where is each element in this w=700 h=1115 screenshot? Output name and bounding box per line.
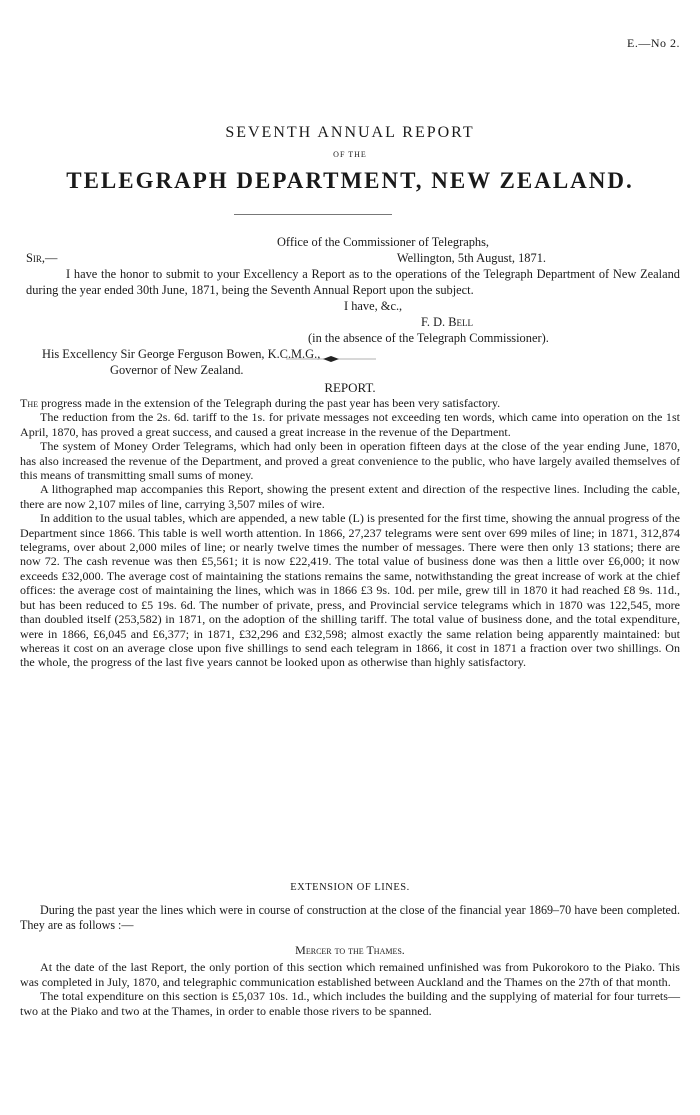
report-paragraph: The system of Money Order Telegrams, which had only been in operation fifteen days at the close of the year ending June, 1870, has also increased the revenue of the Department, and proved a great convenience to the public, who have largely availed themselves of this means of transmitting small sums of money.: [20, 439, 680, 483]
report-paragraph: The reduction from the 2s. 6d. tariff to the 1s. for private messages not exceeding ten words, which came into operation on the 1st April, 1870, has proved a great success, and caused a great increase in the revenue of the Department.: [20, 410, 680, 439]
title-connector: OF THE: [333, 150, 367, 159]
report-heading: REPORT.: [324, 380, 376, 395]
section-paragraph: The total expenditure on this section is £5,037 10s. 1d., which includes the building and the supplying of material for four turrets—two at the Piako and two at the Thames, in order to enable those rivers to be spanned.: [20, 989, 680, 1018]
extension-heading: EXTENSION OF LINES.: [290, 882, 410, 893]
report-paragraph-text: progress made in the extension of the Telegraph during the past year has been very satisfactory.: [41, 396, 501, 410]
section-subheading: Mercer to the Thames.: [295, 943, 405, 957]
letter-body: I have the honor to submit to your Excellency a Report as to the operations of the Telegraph Department of New Zealand during the year ended 30th June, 1871, being the Seventh Annual Report upon the subject.: [26, 267, 680, 297]
title-divider: [234, 214, 392, 215]
letter-capacity: (in the absence of the Telegraph Commissioner).: [308, 331, 549, 345]
letter-header-row: [26, 250, 680, 266]
section-body: [20, 960, 680, 1018]
department-title: TELEGRAPH DEPARTMENT, NEW ZEALAND.: [66, 168, 634, 193]
report-paragraph: [20, 396, 680, 410]
report-title: SEVENTH ANNUAL REPORT: [225, 124, 475, 141]
report-lead-word: The: [20, 396, 39, 410]
section-paragraph: At the date of the last Report, the only portion of this section which remained unfinished was from Pukorokoro to the Piako. This was completed in July, 1870, and telegraphic communication established between Auckland and the Thames on the 27th of that month.: [20, 960, 680, 989]
report-paragraph: A lithographed map accompanies this Report, showing the present extent and direction of the respective lines. Including the cable, there are now 2,107 miles of line, carrying 3,507 miles of wire.: [20, 482, 680, 511]
letter-office: Office of the Commissioner of Telegraphs,: [276, 235, 490, 249]
extension-intro: [20, 903, 680, 933]
report-body: [20, 396, 680, 670]
letter-place-date: Wellington, 5th August, 1871.: [396, 251, 546, 265]
document-reference: E.—No 2.: [627, 36, 680, 50]
letter-addressee: His Excellency Sir George Ferguson Bowen, K.C.M.G.,: [42, 347, 321, 361]
letter-closing: I have, &c.,: [344, 299, 403, 313]
letter-addressee-title: Governor of New Zealand.: [110, 363, 244, 377]
letter-salutation: Sir,—: [26, 251, 58, 265]
letter-signatory: F. D. Bell: [421, 315, 473, 329]
section-ornament: [286, 355, 376, 363]
report-paragraph: In addition to the usual tables, which are appended, a new table (L) is presented for the first time, showing the annual progress of the Department since 1866. This table is well worth attention. In 1866, 27,237 telegrams were sent over 699 miles of line; in 1871, 312,874 telegrams, over about 2,000 miles of line; or nearly twelve times the number of messages. There were then only 13 stations; there are now 72. The cash revenue was then £5,561; it is now £22,419. The total value of business done was then a little over £6,000; it now exceeds £32,000. The average cost of maintaining the stations remains the same, notwithstanding the great increase of work at the chief offices: the average cost of maintaining the lines, which was in 1866 £3 9s. 10d. per mile, grew till in 1870 it had reached £8 9s. 11d., but has been reduced to £5 19s. 6d. The number of private, press, and Provincial service telegrams which in 1870 was 122,545, more than doubled itself (253,582) in 1871, on the adoption of the shilling tariff. The total value of business done, and the total expenditure, were in 1866, £6,045 and £6,377; in 1871, £32,296 and £32,598; almost exactly the same relation being apparently maintained: but whereas it cost on an average close upon five shillings to send each telegram in 1866, it cost in 1871 a fraction over two shillings. On the whole, the progress of the last five years cannot be looked upon as otherwise than highly satisfactory.: [20, 511, 680, 670]
extension-paragraph: During the past year the lines which were in course of construction at the close of the financial year 1869–70 have been completed. They are as follows :—: [20, 903, 680, 932]
